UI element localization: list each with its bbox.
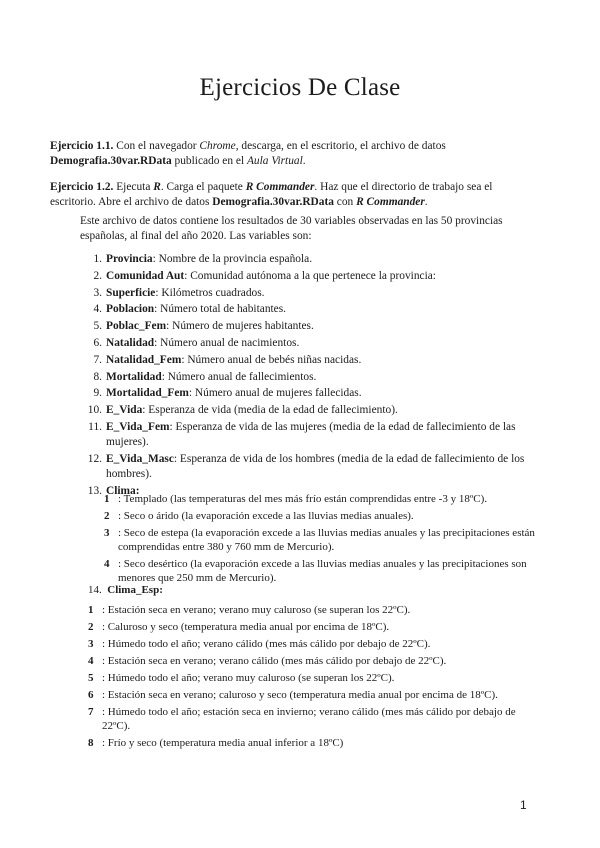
list-item <box>82 353 538 368</box>
variable-name: E_Vida_Fem <box>106 420 170 433</box>
item-number: 2. <box>93 269 102 282</box>
list-item <box>88 671 538 685</box>
aula-virtual-name: Aula Virtual <box>246 155 303 167</box>
list-item <box>88 688 538 702</box>
exercise-1-1 <box>50 139 538 169</box>
chrome-name: Chrome <box>199 140 236 152</box>
list-item <box>82 252 538 267</box>
clima-code: 3 <box>104 527 110 539</box>
clima-code: 3 <box>88 638 94 650</box>
list-item <box>104 509 538 523</box>
item-number: 14. <box>88 584 102 596</box>
variable-name: E_Vida <box>106 404 143 417</box>
clima-code: 4 <box>104 558 110 570</box>
clima-desc: : Húmedo todo el año; verano cálido (mes más cálido por debajo de 22ºC). <box>102 638 431 650</box>
list-item <box>104 526 538 554</box>
clima-code: 7 <box>88 706 94 718</box>
variable-name: Mortalidad_Fem <box>106 387 189 400</box>
clima-desc: : Húmedo todo el año; verano muy caluroso (se superan los 22ºC). <box>102 672 395 684</box>
clima-desc: : Frío y seco (temperatura media anual inferior a 18ºC) <box>102 737 344 749</box>
page-title: Ejercicios De Clase <box>199 74 401 101</box>
exercise-text: publicado en el <box>171 155 247 167</box>
variable-name: Natalidad_Fem <box>106 353 182 366</box>
clima-desc: : Estación seca en verano; verano muy caluroso (se superan los 22ºC). <box>102 604 411 616</box>
item-number: 8. <box>93 370 102 383</box>
clima-code: 1 <box>104 493 110 505</box>
list-item <box>82 452 538 482</box>
variable-name: Comunidad Aut <box>106 269 185 282</box>
item-number: 7. <box>93 353 102 366</box>
r-commander-name: R Commander <box>245 181 315 193</box>
variable-name: Poblacion <box>106 303 155 316</box>
item-number: 9. <box>93 387 102 400</box>
exercise-text: . <box>302 155 306 167</box>
data-file-name: Demografia.30var.RData <box>50 155 172 167</box>
variable-desc: : Número anual de bebés niñas nacidas. <box>181 353 362 366</box>
clima-desc: : Templado (las temperaturas del mes más frío están comprendidas entre -3 y 18ºC). <box>118 493 487 505</box>
list-item <box>88 705 538 733</box>
variable-desc: : Nombre de la provincia española. <box>152 253 313 265</box>
list-item <box>104 557 538 585</box>
list-item <box>104 492 538 506</box>
r-name: R <box>153 181 161 193</box>
r-commander-name: R Commander <box>356 196 425 208</box>
list-item <box>88 637 538 651</box>
exercise-1-2 <box>50 180 538 210</box>
clima-code: 8 <box>88 737 94 749</box>
list-item <box>82 319 538 334</box>
clima-desc: : Estación seca en verano; verano cálido (mes más cálido por debajo de 22ºC). <box>102 655 447 667</box>
clima-desc: : Húmedo todo el año; estación seca en invierno; verano cálido (mes más cálido por debajo de 22ºC). <box>102 706 516 732</box>
variable-desc: : Número de mujeres habitantes. <box>166 320 314 333</box>
variable-desc: : Esperanza de vida de las mujeres (media de la edad de fallecimiento de las mujeres). <box>106 420 516 448</box>
variable-desc: : Número total de habitantes. <box>154 303 287 316</box>
list-item <box>88 603 538 617</box>
clima-code: 5 <box>88 672 94 684</box>
variable-desc: : Número anual de nacimientos. <box>154 336 300 349</box>
item-number: 1. <box>93 253 102 265</box>
variable-desc: : Kilómetros cuadrados. <box>155 286 265 299</box>
clima-desc: : Seco desértico (la evaporación excede a las lluvias medias anuales y las precipitaciones son menores que 250 mm de Mercurio). <box>118 558 527 584</box>
item-number: 13. <box>87 484 102 497</box>
variable-desc: : Esperanza de vida de los hombres (media de la edad de fallecimiento de los hombres). <box>106 452 525 480</box>
exercise-text: . <box>424 196 428 208</box>
list-item <box>82 386 538 401</box>
clima-list <box>104 492 538 588</box>
list-item <box>82 302 538 317</box>
variable-desc: : Comunidad autónoma a la que pertenece la provincia: <box>184 269 436 282</box>
variable-colon: : <box>159 584 163 596</box>
item-number: 10. <box>87 404 102 417</box>
list-item <box>82 269 538 284</box>
variable-name: Natalidad <box>106 336 155 349</box>
list-item <box>88 620 538 634</box>
clima-code: 2 <box>88 621 94 633</box>
variable-name: E_Vida_Masc <box>106 452 174 465</box>
list-item <box>82 286 538 301</box>
variable-name: Clima_Esp <box>107 584 160 596</box>
variable-name: Mortalidad <box>106 370 162 383</box>
exercise-text: , descarga, en el escritorio, el archivo de datos <box>235 140 446 152</box>
item-number: 4. <box>93 303 102 316</box>
variable-name: Superficie <box>106 286 156 299</box>
item-number: 11. <box>88 420 102 433</box>
variable-desc: : Esperanza de vida (media de la edad de fallecimiento). <box>142 404 398 417</box>
clima-desc: : Caluroso y seco (temperatura media anual por encima de 18ºC). <box>102 621 390 633</box>
clima-esp-list <box>88 603 538 753</box>
exercise-label: Ejercicio 1.2. <box>50 181 114 193</box>
variable-name: Provincia <box>106 253 153 265</box>
list-item <box>82 403 538 418</box>
clima-desc: : Seco de estepa (la evaporación excede a las lluvias medias anuales y las precipitaciones están comprendidas entre 380 y 760 mm de Mercurio). <box>118 527 535 553</box>
clima-desc: : Seco o árido (la evaporación excede a las lluvias medias anuales). <box>118 510 414 522</box>
list-item <box>88 654 538 668</box>
item-number: 12. <box>87 452 102 465</box>
variable-desc: : Número anual de mujeres fallecidas. <box>188 387 362 400</box>
list-item <box>82 420 538 450</box>
exercise-label: Ejercicio 1.1. <box>50 140 114 152</box>
clima-code: 4 <box>88 655 94 667</box>
item-number: 5. <box>93 320 102 333</box>
clima-esp-heading <box>88 583 163 597</box>
list-item <box>88 736 538 750</box>
exercise-text: . Carga el paquete <box>160 181 246 193</box>
list-item <box>82 336 538 351</box>
exercise-text: . Haz que el directorio de trabajo sea el escritorio. Abre el archivo de datos <box>50 181 493 208</box>
exercise-text: Ejecuta <box>113 181 154 193</box>
variables-list <box>82 252 538 500</box>
exercise-text: con <box>333 196 357 208</box>
clima-desc: : Estación seca en verano; caluroso y seco (temperatura media anual por encima de 18ºC). <box>102 689 498 701</box>
list-item <box>82 370 538 385</box>
intro-paragraph: Este archivo de datos contiene los resultados de 30 variables observadas en las 50 provincias españolas, al final del año 2020. Las variables son: <box>80 215 503 242</box>
clima-code: 1 <box>88 604 94 616</box>
variable-name: Clima <box>106 484 136 497</box>
item-number: 6. <box>93 336 102 349</box>
item-number: 3. <box>93 286 102 299</box>
variable-desc: : Número anual de fallecimientos. <box>161 370 317 383</box>
clima-code: 6 <box>88 689 94 701</box>
variable-desc: : <box>135 484 140 497</box>
data-file-name: Demografia.30var.RData <box>212 196 334 208</box>
page-number: 1 <box>520 798 527 812</box>
clima-code: 2 <box>104 510 110 522</box>
variable-name: Poblac_Fem <box>106 320 167 333</box>
exercise-text: Con el navegador <box>113 140 200 152</box>
